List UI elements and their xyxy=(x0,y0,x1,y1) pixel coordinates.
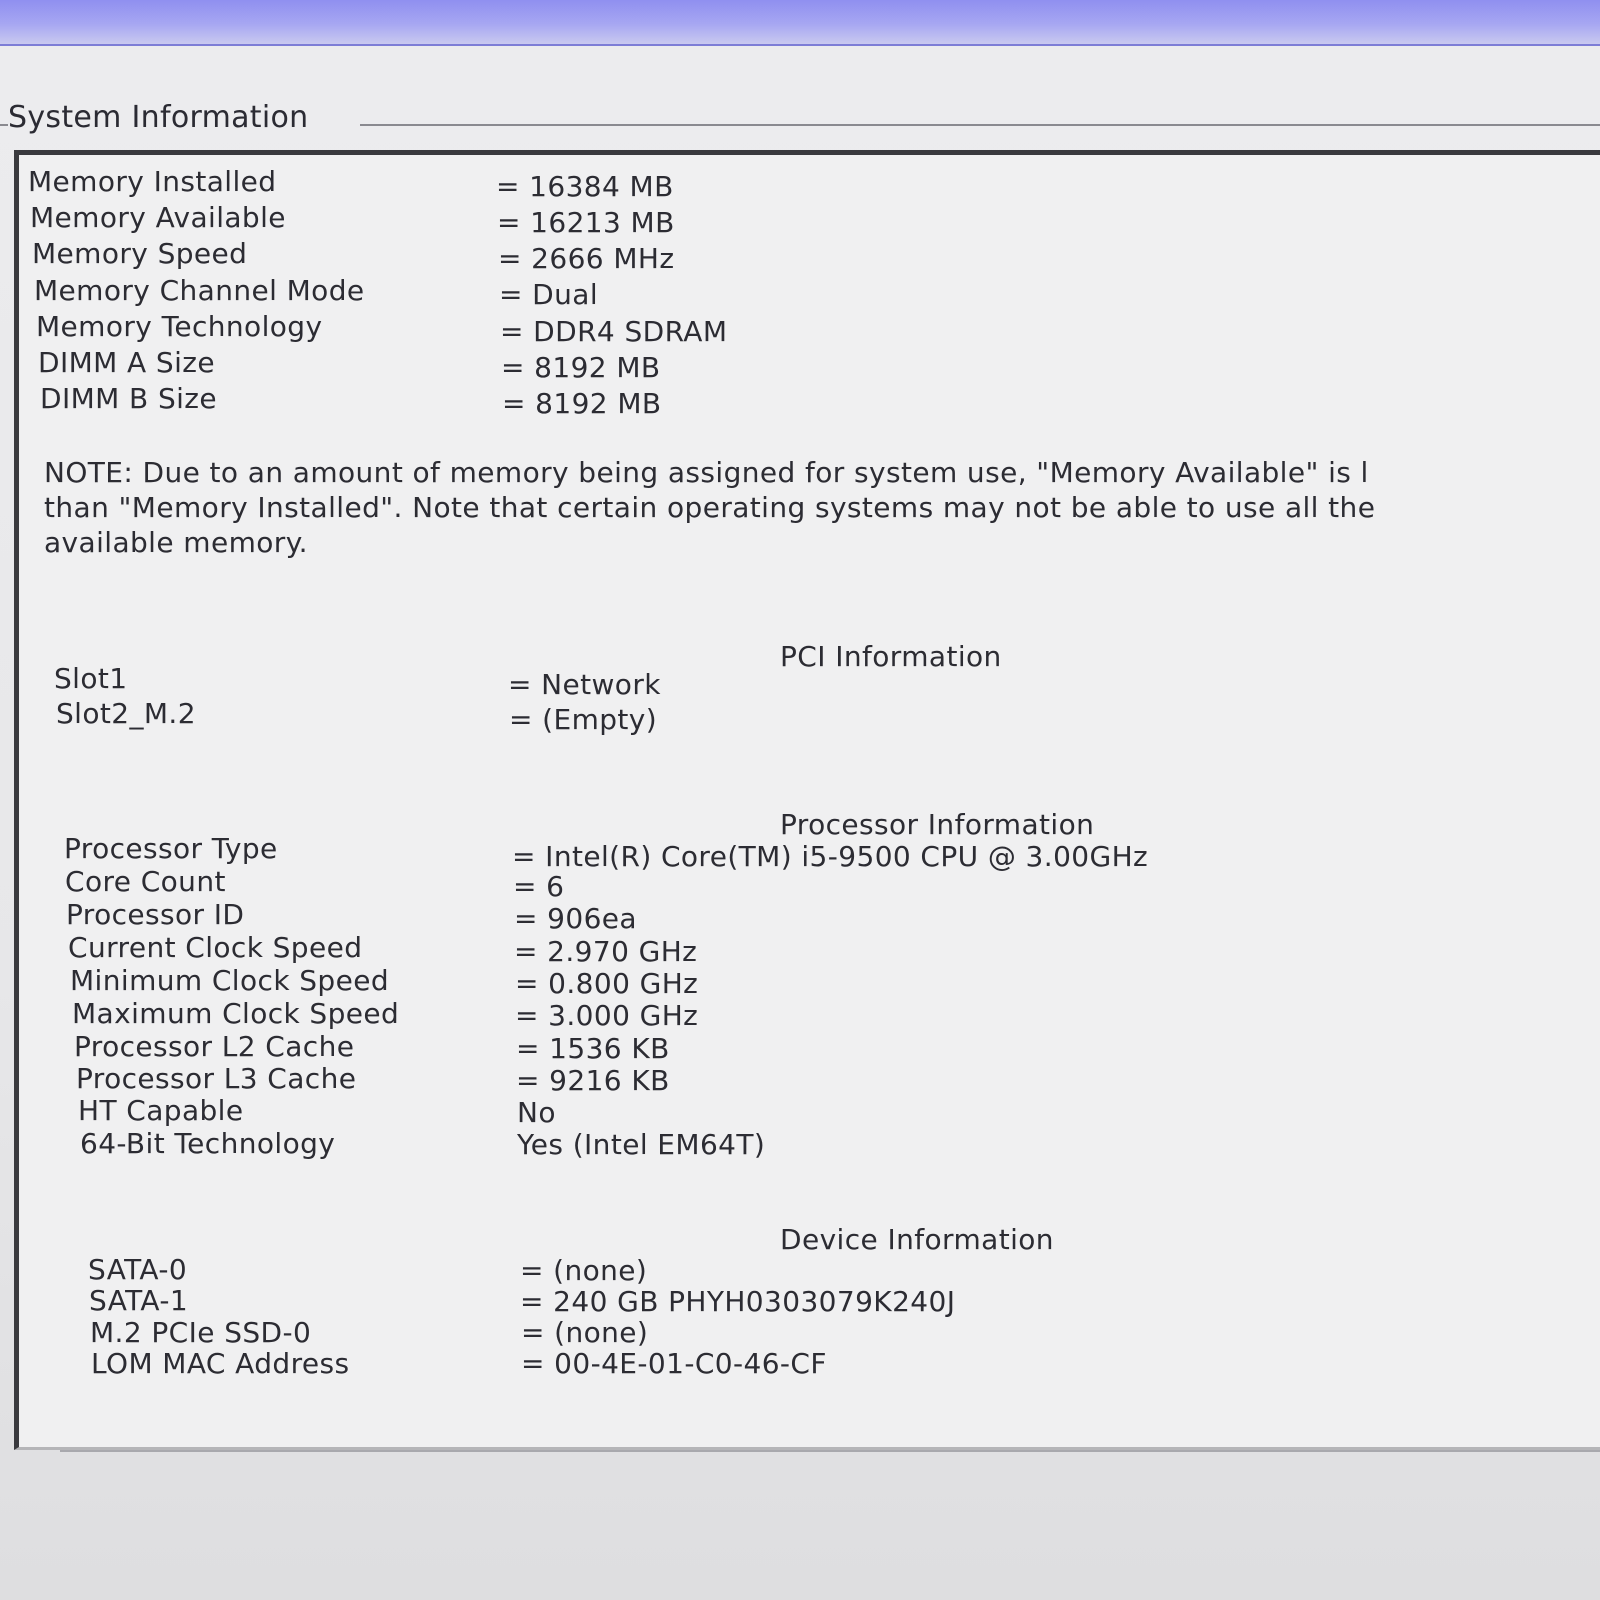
processor-id-value: = 906ea xyxy=(514,902,637,935)
memory-note xyxy=(44,455,1584,560)
current-clock-speed-value: = 2.970 GHz xyxy=(514,935,698,968)
minimum-clock-speed-label: Minimum Clock Speed xyxy=(70,964,390,997)
system-information-title: System Information xyxy=(8,100,309,135)
processor-l3-cache-label: Processor L3 Cache xyxy=(76,1062,357,1095)
minimum-clock-speed-value: = 0.800 GHz xyxy=(515,967,699,1000)
core-count-label: Core Count xyxy=(65,865,226,898)
memory-available-label: Memory Available xyxy=(30,201,286,234)
lom-mac-address-label: LOM MAC Address xyxy=(91,1347,350,1380)
sata-1-label: SATA-1 xyxy=(89,1284,189,1317)
group-border-top xyxy=(360,124,1600,126)
memory-technology-label: Memory Technology xyxy=(36,310,323,343)
memory-note-line-1: NOTE: Due to an amount of memory being assigned for system use, "Memory Available" is l xyxy=(44,456,1369,489)
processor-information-heading: Processor Information xyxy=(780,808,1095,841)
device-information-heading: Device Information xyxy=(780,1223,1054,1256)
title-bar xyxy=(0,0,1600,46)
slot1-label: Slot1 xyxy=(54,662,128,695)
lom-mac-address-value: = 00-4E-01-C0-46-CF xyxy=(521,1347,827,1380)
memory-speed-value: = 2666 MHz xyxy=(498,242,675,275)
sata-0-value: = (none) xyxy=(520,1254,648,1287)
memory-installed-value: = 16384 MB xyxy=(496,170,674,203)
memory-channel-mode-value: = Dual xyxy=(499,278,599,311)
sata-1-value: = 240 GB PHYH0303079K240J xyxy=(520,1285,956,1318)
pci-information-heading: PCI Information xyxy=(780,640,1002,673)
processor-l2-cache-value: = 1536 KB xyxy=(516,1032,670,1065)
m2-pcie-ssd-0-value: = (none) xyxy=(521,1316,649,1349)
dimm-a-size-label: DIMM A Size xyxy=(38,346,215,379)
processor-type-value: = Intel(R) Core(TM) i5-9500 CPU @ 3.00GHz xyxy=(512,840,1149,873)
processor-l3-cache-value: = 9216 KB xyxy=(516,1064,670,1097)
core-count-value: = 6 xyxy=(513,870,565,903)
processor-id-label: Processor ID xyxy=(66,898,245,931)
dimm-b-size-value: = 8192 MB xyxy=(502,387,662,420)
processor-l2-cache-label: Processor L2 Cache xyxy=(74,1030,355,1063)
slot1-value: = Network xyxy=(508,668,661,701)
ht-capable-value: No xyxy=(517,1096,556,1129)
memory-note-line-2: than "Memory Installed". Note that certain operating systems may not be able to use all the xyxy=(44,491,1376,524)
memory-installed-label: Memory Installed xyxy=(28,165,277,198)
m2-pcie-ssd-0-label: M.2 PCIe SSD-0 xyxy=(90,1316,312,1349)
slot2-m2-label: Slot2_M.2 xyxy=(56,697,196,730)
memory-available-value: = 16213 MB xyxy=(497,206,675,239)
ht-capable-label: HT Capable xyxy=(78,1094,244,1127)
64-bit-technology-value: Yes (Intel EM64T) xyxy=(517,1128,766,1161)
memory-note-line-3: available memory. xyxy=(44,526,308,559)
current-clock-speed-label: Current Clock Speed xyxy=(68,931,363,964)
dimm-a-size-value: = 8192 MB xyxy=(501,351,661,384)
memory-technology-value: = DDR4 SDRAM xyxy=(500,315,728,348)
group-border-bottom xyxy=(60,1450,1600,1452)
dimm-b-size-label: DIMM B Size xyxy=(40,382,218,415)
processor-type-label: Processor Type xyxy=(64,832,278,865)
group-border-left xyxy=(0,124,8,126)
memory-speed-label: Memory Speed xyxy=(32,237,248,270)
slot2-m2-value: = (Empty) xyxy=(509,703,658,736)
64-bit-technology-label: 64-Bit Technology xyxy=(80,1127,336,1160)
sata-0-label: SATA-0 xyxy=(88,1253,188,1286)
memory-channel-mode-label: Memory Channel Mode xyxy=(34,274,365,307)
maximum-clock-speed-value: = 3.000 GHz xyxy=(515,999,699,1032)
maximum-clock-speed-label: Maximum Clock Speed xyxy=(72,997,400,1030)
